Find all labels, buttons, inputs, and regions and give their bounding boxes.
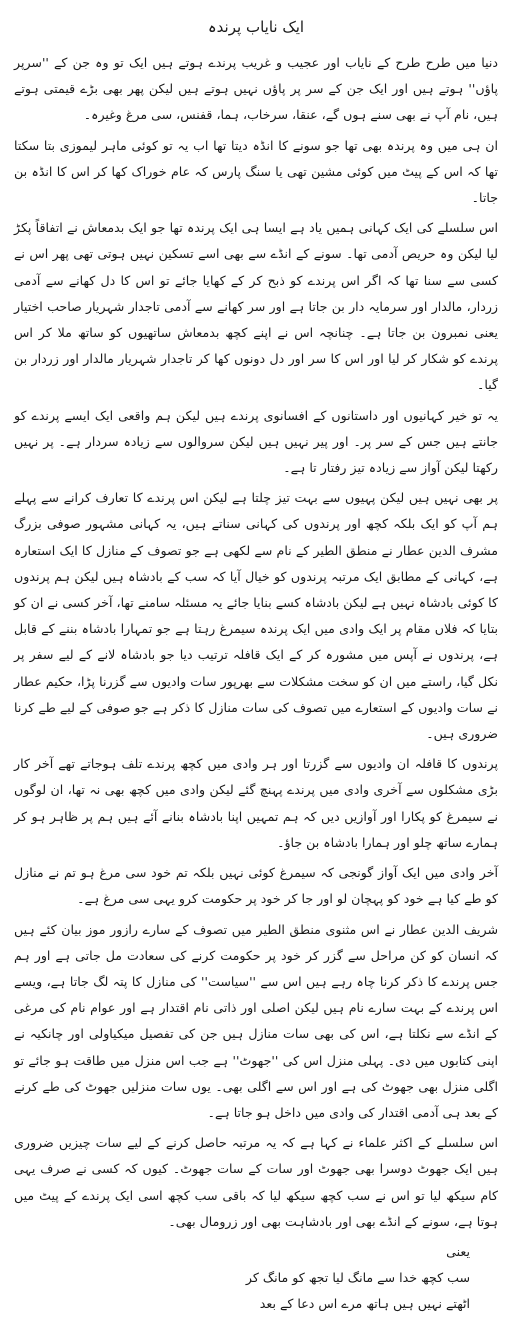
paragraph: شریف الدین عطار نے اس مثنوی منطق الطیر میں تصوف کے سارے رازور موز بیان کئے ہیں کہ انسان کو کن مراحل سے گزر کر خود پر حکومت کرنے کی سعادت مل جاتی ہے اور ہم جس پرندے کا ذکر کرنا چاہ رہے ہیں اس سے ''سیاست'' کی منازل کا پتہ لگ جاتا ہے، ویسے اس پرندے کے بہت سارے نام ہیں لیکن اصلی اور ذاتی نام اقتدار ہے اور عوام نام کی مرغی کے انڈے سے نکلتا ہے، اس کی بھی سات منازل ہیں جن کی تفصیل میکیاولی اور چانکیہ نے اپنی کتابوں میں دی۔ پہلی منزل اس کی ''جھوٹ'' ہے جب اس منزل میں طاقت ہو جائے تو اگلی منزل بھی جھوٹ کی ہے اور اس سے اگلی بھی۔ یوں سات منزلیں جھوٹ کی طے کرنے کے بعد ہی آدمی اقتدار کی وادی میں داخل ہو جاتا ہے۔ <box>14 921 498 1120</box>
paragraph: اس سلسلے کے اکثر علماء نے کہا ہے کہ یہ مرتبہ حاصل کرنے کے لیے سات چیزیں ضروری ہیں ایک جھوٹ دوسرا بھی جھوٹ اور سات کے سات جھوٹ۔ کیوں کہ کسی نے صرف یہی کام سیکھ لیا تو اس نے سب کچھ سیکھ لیا کہ باقی سب کچھ اسی ایک پرندے کے پیٹ میں ہوتا ہے، سونے کے انڈے بھی اور بادشاہت بھی اور زرومال بھی۔ <box>14 1135 498 1229</box>
article-title: ایک نایاب پرندہ <box>207 18 305 36</box>
paragraph: اس سلسلے کی ایک کہانی ہمیں یاد ہے ایسا ہی ایک پرندہ تھا جو ایک بدمعاش نے اتفاقاً پکڑ لیا لیکن وہ حریص آدمی تھا۔ سونے کے انڈے سے بھی اسے تسکین نہیں ہوتی تھی پھر اس نے کسی سے سنا تھا کہ اگر اس پرندے کو ذبح کر کے کھایا جائے تو اس کا دل کھانے سے آدمی زردار، مالدار اور سرمایہ دار بن جاتا ہے اور سر کھانے سے آدمی تاجدار شہریار صاحب اختیار یعنی نمبرون بن جاتا ہے۔ چنانچہ اس نے اپنے کچھ بدمعاش ساتھیوں کو ساتھ ملا کر اس پرندے کو شکار کر لیا اور اس کا سر اور دل دونوں کھا کر تاجدار شہریار مالدار اور زردار بن گیا۔ <box>14 220 498 393</box>
paragraph: یہ تو خیر کہانیوں اور داستانوں کے افسانوی پرندے ہیں لیکن ہم واقعی ایک ایسے پرندے کو جانتے ہیں جس کے سر پر۔ اور پیر نہیں ہیں لیکن سروالوں سے زیادہ سردار ہے۔ پر نہیں رکھتا لیکن آواز سے زیادہ تیز رفتار تا ہے۔ <box>14 407 498 476</box>
paragraph: دنیا میں طرح طرح کے نایاب اور عجیب و غریب پرندے ہوتے ہیں ایک تو وہ جن کے ''سرپر پاؤں'' ہوتے ہیں اور ایک جن کے سر پر پاؤں نہیں ہوتے ہیں لیکن پھر بھی بڑے قیمتی ہوتے ہیں، نام آپ نے بھی سنے ہوں گے، عنقا، سرخاب، ہما، قفنس، سی مرغ وغیرہ۔ <box>14 55 498 123</box>
closing-label: یعنی <box>446 1243 470 1259</box>
paragraph: آخر وادی میں ایک آواز گونجی کہ سیمرغ کوئی نہیں بلکہ تم خود سی مرغ ہو تم نے منازل کو طے کیا ہے خود کو پہچان لو اور جا کر خود پر حکومت کرو یہی سی مرغ ہے۔ <box>14 865 498 907</box>
paragraph: ان ہی میں وہ پرندہ بھی تھا جو سونے کا انڈہ دیتا تھا اب یہ تو کوئی ماہر لیموزی بتا سکتا تھا کہ اس کے پیٹ میں کوئی مشین تھی یا سنگ پارس کہ عام خوراک کھا کر اس کا انڈہ بن جاتا۔ <box>14 137 498 206</box>
verse-line: اٹھتے نہیں ہیں ہاتھ مرے اس دعا کے بعد <box>259 1296 470 1312</box>
verse-line: سب کچھ خدا سے مانگ لیا تجھ کو مانگ کر <box>245 1270 470 1286</box>
paragraph: پرندوں کا قافلہ ان وادیوں سے گزرتا اور ہر وادی میں کچھ پرندے تلف ہوجاتے تھے آخر کار بڑی مشکلوں سے آخری وادی میں پرندے پہنچ گئے لیکن وادی میں کچھ بھی نہ تھا، ان لوگوں نے سیمرغ کو پکارا اور آوازیں دیں کہ ہم تمہیں اپنا بادشاہ بنانے آئے ہیں ہم پر ظاہر ہو کر ہمارے ساتھ چلو اور ہمارا بادشاہ بن جاؤ۔ <box>14 756 498 850</box>
paragraph: پر بھی نہیں ہیں لیکن پہیوں سے بہت تیز چلتا ہے لیکن اس پرندے کا تعارف کرانے سے پہلے ہم آپ کو ایک بلکہ کچھ اور پرندوں کی کہانی سناتے ہیں، یہ کہانی مشہور صوفی بزرگ مشرف الدین عطار نے منطق الطیر کے نام سے لکھی ہے جو تصوف کے منازل کا ایک استعارہ ہے، کہانی کے مطابق ایک مرتبہ پرندوں کو خیال آیا کہ سب کے بادشاہ ہیں لیکن ہم پرندوں کا کوئی بادشاہ نہیں ہے لیکن بادشاہ کسے بنایا جائے یہ مسئلہ سامنے تھا، آخر کسی نے ان کو بتایا کہ فلاں مقام پر ایک وادی میں ایک پرندہ سیمرغ رہتا ہے جو تمہارا بادشاہ بننے کے قابل ہے، پرندوں نے آپس میں مشورہ کر کے ایک قافلہ ترتیب دیا جو بادشاہ لانے کے لیے سفر پر نکل گیا، راستے میں ان کو سخت مشکلات سے بھرپور سات وادیوں سے گزرنا پڑا، حکیم عطار نے سات وادیوں کے استعارے میں تصوف کی سات منازل کا ذکر ہے جو صوفی کے لیے طے کرنا ضروری ہیں۔ <box>14 490 498 742</box>
